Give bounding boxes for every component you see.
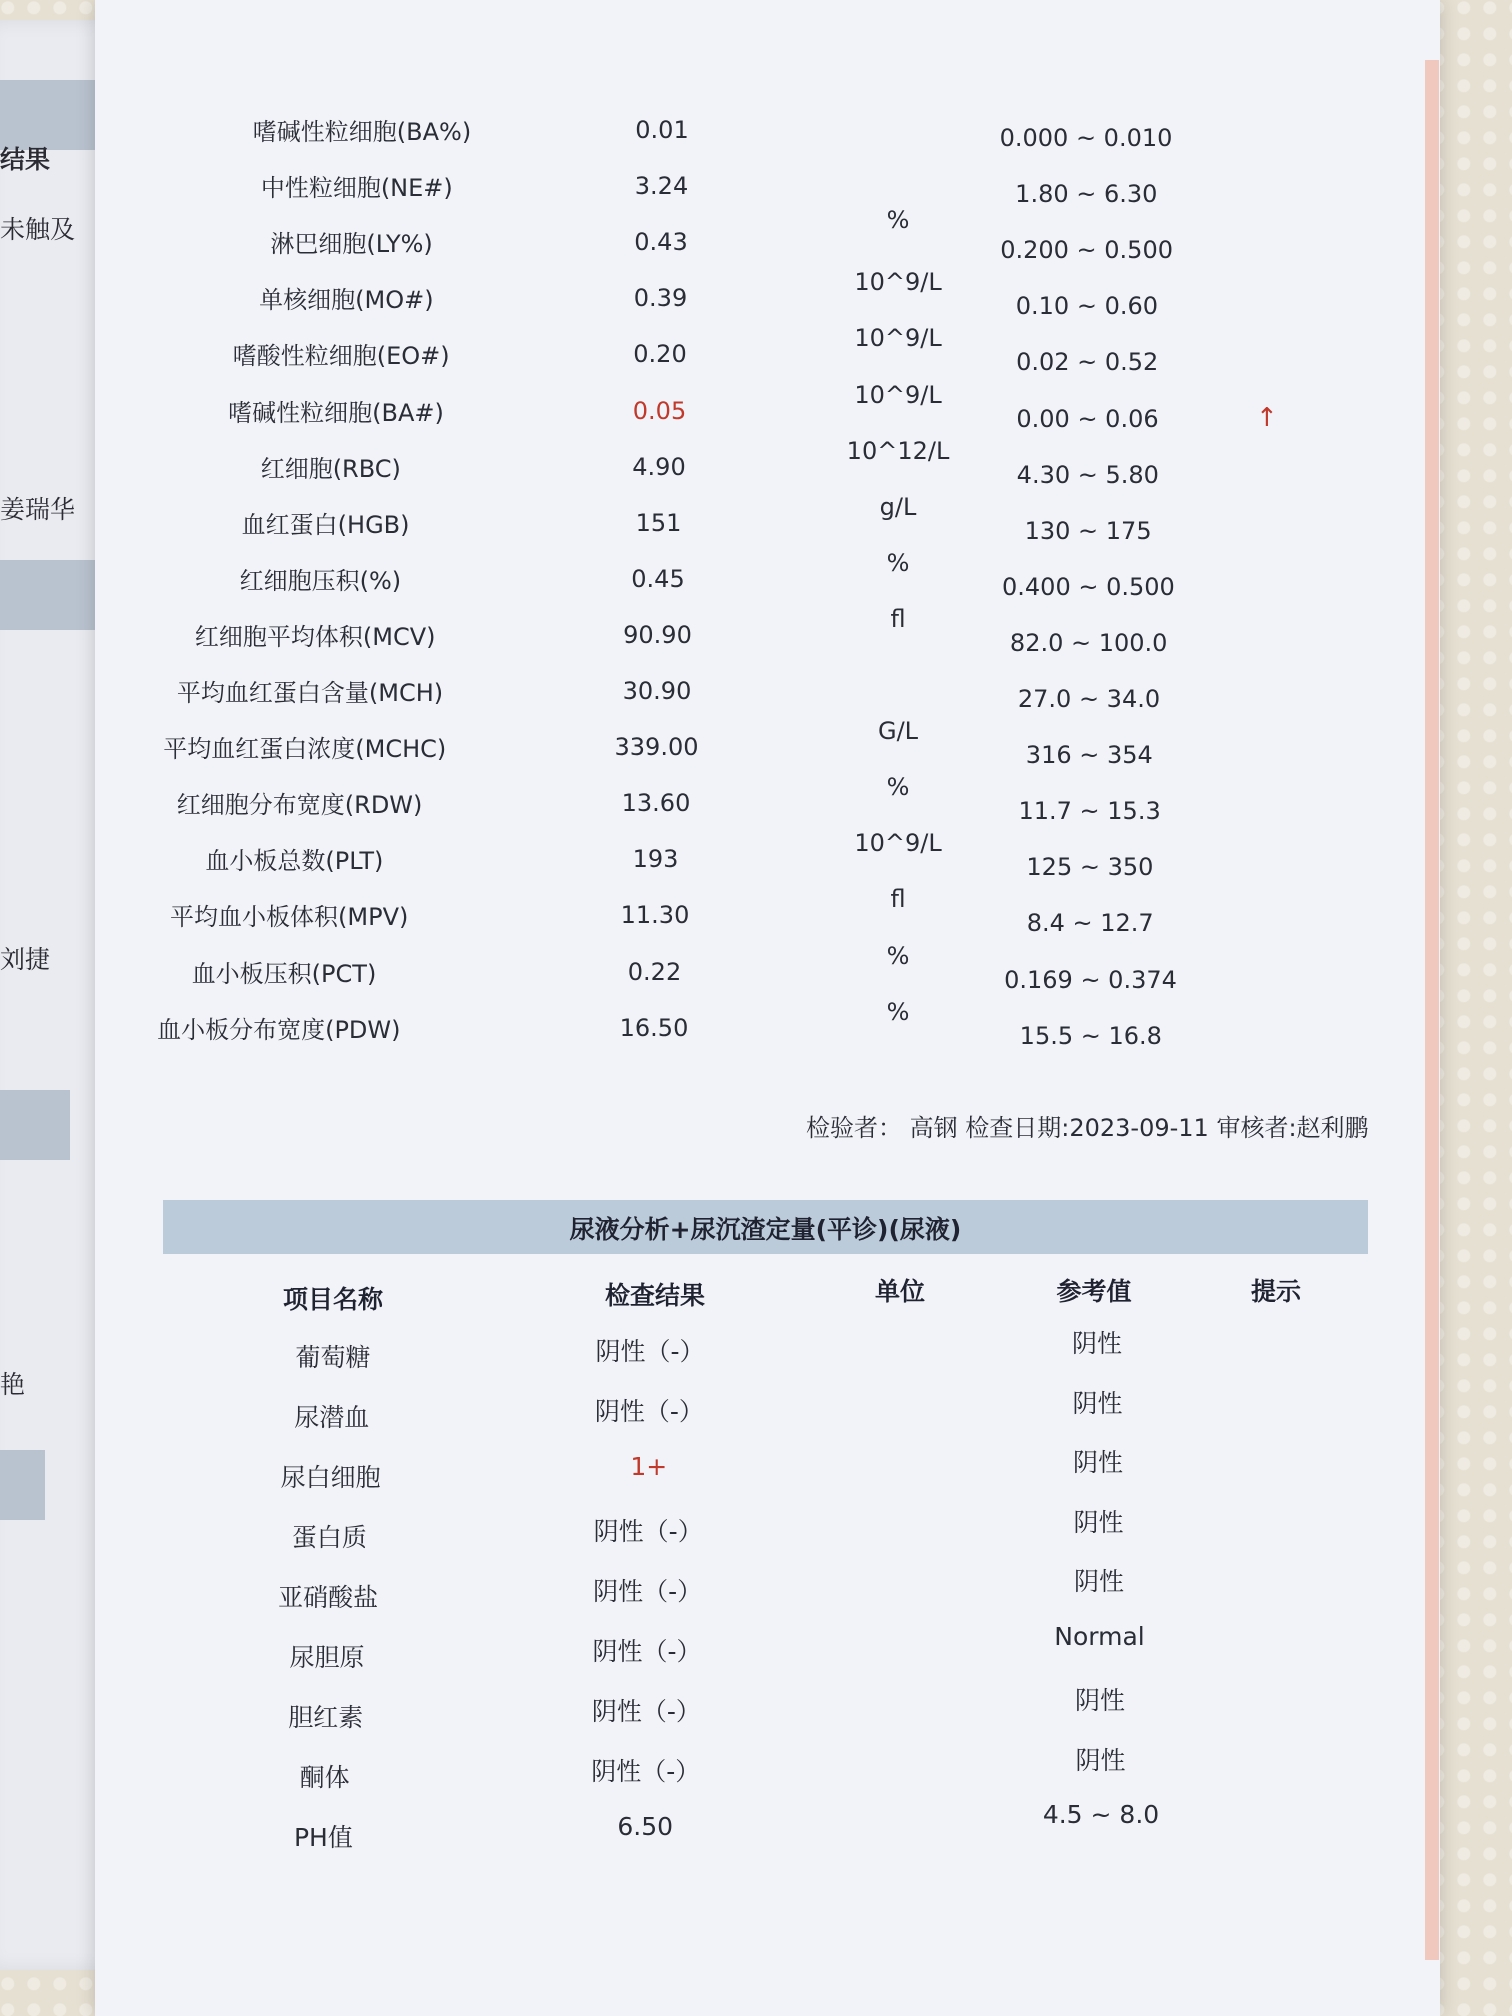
urine-test-result: 1+ [630, 1452, 668, 1481]
urine-test-reference: 阴性 [1075, 1745, 1126, 1775]
urine-test-name: 酮体 [299, 1763, 350, 1792]
urine-test-name: 尿潜血 [294, 1403, 370, 1432]
test-result: 11.30 [620, 901, 690, 930]
test-result: 0.05 [632, 396, 687, 425]
left-fragment-5: 艳 [0, 1370, 26, 1399]
test-result: 0.45 [631, 564, 685, 593]
left-page-bar [0, 1450, 45, 1520]
test-reference: 27.0 ~ 34.0 [1017, 685, 1161, 713]
test-name: 中性粒细胞(NE#) [260, 174, 453, 203]
urine-test-reference: 阴性 [1073, 1567, 1125, 1596]
test-unit: 10^9/L [854, 829, 942, 858]
test-name: 血红蛋白(HGB) [241, 510, 410, 539]
urine-test-result: 阴性（-） [593, 1577, 703, 1606]
test-result: 13.60 [621, 789, 691, 818]
urine-test-result: 阴性（-） [591, 1757, 701, 1786]
test-reference: 0.200 ~ 0.500 [1000, 236, 1173, 265]
urine-test-reference: 阴性 [1072, 1448, 1124, 1477]
test-reference: 316 ~ 354 [1025, 741, 1153, 770]
test-reference: 0.400 ~ 0.500 [1002, 572, 1175, 601]
urine-test-name: 蛋白质 [291, 1523, 367, 1552]
urine-test-result: 6.50 [617, 1812, 674, 1841]
high-flag-icon: ↑ [1256, 402, 1278, 433]
urine-test-name: 亚硝酸盐 [278, 1583, 379, 1612]
urine-test-name: 葡萄糖 [295, 1343, 371, 1372]
urine-test-name: 胆红素 [288, 1703, 364, 1732]
test-reference: 1.80 ~ 6.30 [1015, 180, 1158, 209]
test-result: 16.50 [619, 1013, 689, 1042]
test-name: 红细胞平均体积(MCV) [194, 622, 436, 651]
test-result: 0.20 [633, 340, 687, 369]
test-unit: % [886, 548, 910, 577]
left-fragment-1: 结果 [0, 145, 51, 174]
urine-section-header [163, 1200, 1368, 1254]
test-name: 血小板压积(PCT) [191, 959, 377, 988]
test-unit: g/L [879, 492, 917, 521]
test-reference: 0.000 ~ 0.010 [999, 124, 1173, 152]
test-unit: % [886, 997, 910, 1026]
test-unit: fl [890, 885, 906, 914]
left-page-bar [0, 1090, 70, 1160]
test-reference: 130 ~ 175 [1024, 516, 1152, 545]
test-name: 嗜碱性粒细胞(BA%) [252, 118, 472, 146]
urine-test-result: 阴性（-） [591, 1697, 701, 1726]
test-reference: 8.4 ~ 12.7 [1026, 909, 1154, 938]
test-unit: 10^9/L [854, 324, 942, 353]
test-name: 嗜碱性粒细胞(BA#) [228, 398, 444, 427]
test-result: 193 [632, 845, 679, 874]
header-item-name: 项目名称 [282, 1285, 384, 1314]
left-fragment-4: 刘捷 [0, 945, 51, 974]
test-name: 嗜酸性粒细胞(EO#) [232, 342, 450, 371]
header-reference: 参考值 [1056, 1277, 1132, 1306]
urine-test-reference: 阴性 [1074, 1686, 1126, 1715]
header-result: 检查结果 [604, 1281, 706, 1310]
test-name: 红细胞压积(%) [239, 566, 402, 595]
test-result: 0.22 [627, 957, 682, 986]
test-name: 血小板分布宽度(PDW) [157, 1015, 401, 1044]
test-unit: 10^9/L [854, 380, 942, 409]
urine-test-name: PH值 [293, 1823, 353, 1852]
test-unit: fl [890, 604, 906, 633]
test-unit: 10^12/L [846, 436, 950, 465]
test-result: 0.43 [634, 228, 688, 257]
urine-test-reference: Normal [1054, 1621, 1145, 1651]
test-reference: 15.5 ~ 16.8 [1019, 1021, 1162, 1050]
urine-test-reference: 阴性 [1073, 1507, 1124, 1537]
test-reference: 82.0 ~ 100.0 [1009, 628, 1168, 657]
urine-test-reference: 阴性 [1071, 1329, 1123, 1358]
test-name: 平均血红蛋白浓度(MCHC) [163, 735, 447, 764]
test-unit: % [886, 773, 910, 802]
test-result: 90.90 [623, 620, 692, 649]
test-result: 339.00 [614, 733, 699, 762]
test-unit: % [886, 941, 910, 970]
urine-test-name: 尿胆原 [289, 1643, 365, 1672]
test-result: 0.39 [633, 284, 688, 313]
signature-line: 检验者： 高钢 检查日期:2023-09-11 审核者:赵利鹏 [806, 1114, 1369, 1142]
test-result: 0.01 [635, 116, 689, 144]
test-name: 血小板总数(PLT) [205, 847, 384, 876]
test-name: 红细胞分布宽度(RDW) [176, 791, 423, 820]
urine-test-result: 阴性（-） [594, 1397, 704, 1426]
test-reference: 0.10 ~ 0.60 [1015, 292, 1159, 321]
header-unit: 单位 [874, 1277, 926, 1306]
urine-section-title: 尿液分析+尿沉渣定量(平诊)(尿液) [569, 1215, 962, 1244]
test-result: 151 [635, 508, 682, 537]
test-unit: G/L [877, 717, 919, 746]
urine-test-result: 阴性（-） [592, 1637, 702, 1666]
test-name: 平均血红蛋白含量(MCH) [176, 679, 444, 707]
left-page-bar [0, 560, 105, 630]
test-reference: 0.02 ~ 0.52 [1016, 348, 1159, 377]
test-unit: 10^9/L [854, 268, 942, 297]
urine-test-name: 尿白细胞 [280, 1463, 381, 1492]
test-reference: 11.7 ~ 15.3 [1018, 797, 1161, 826]
test-unit: % [886, 206, 910, 235]
test-result: 3.24 [634, 172, 689, 201]
test-name: 平均血小板体积(MPV) [170, 903, 409, 932]
urine-test-result: 阴性（-） [595, 1337, 705, 1366]
test-reference: 0.00 ~ 0.06 [1016, 404, 1159, 433]
test-result: 4.90 [632, 452, 686, 481]
urine-test-reference: 4.5 ~ 8.0 [1042, 1800, 1160, 1829]
test-reference: 125 ~ 350 [1026, 853, 1154, 882]
test-reference: 4.30 ~ 5.80 [1016, 460, 1159, 489]
header-hint: 提示 [1250, 1277, 1302, 1306]
test-name: 单核细胞(MO#) [259, 286, 434, 315]
left-fragment-2: 未触及 [0, 215, 76, 244]
test-result: 30.90 [622, 677, 692, 705]
test-name: 淋巴细胞(LY%) [270, 230, 433, 259]
test-name: 红细胞(RBC) [260, 454, 401, 483]
test-reference: 0.169 ~ 0.374 [1004, 965, 1177, 994]
left-fragment-3: 姜瑞华 [0, 495, 76, 524]
urine-test-reference: 阴性 [1072, 1388, 1123, 1418]
page-edge [1425, 60, 1439, 1960]
urine-test-result: 阴性（-） [593, 1517, 703, 1546]
